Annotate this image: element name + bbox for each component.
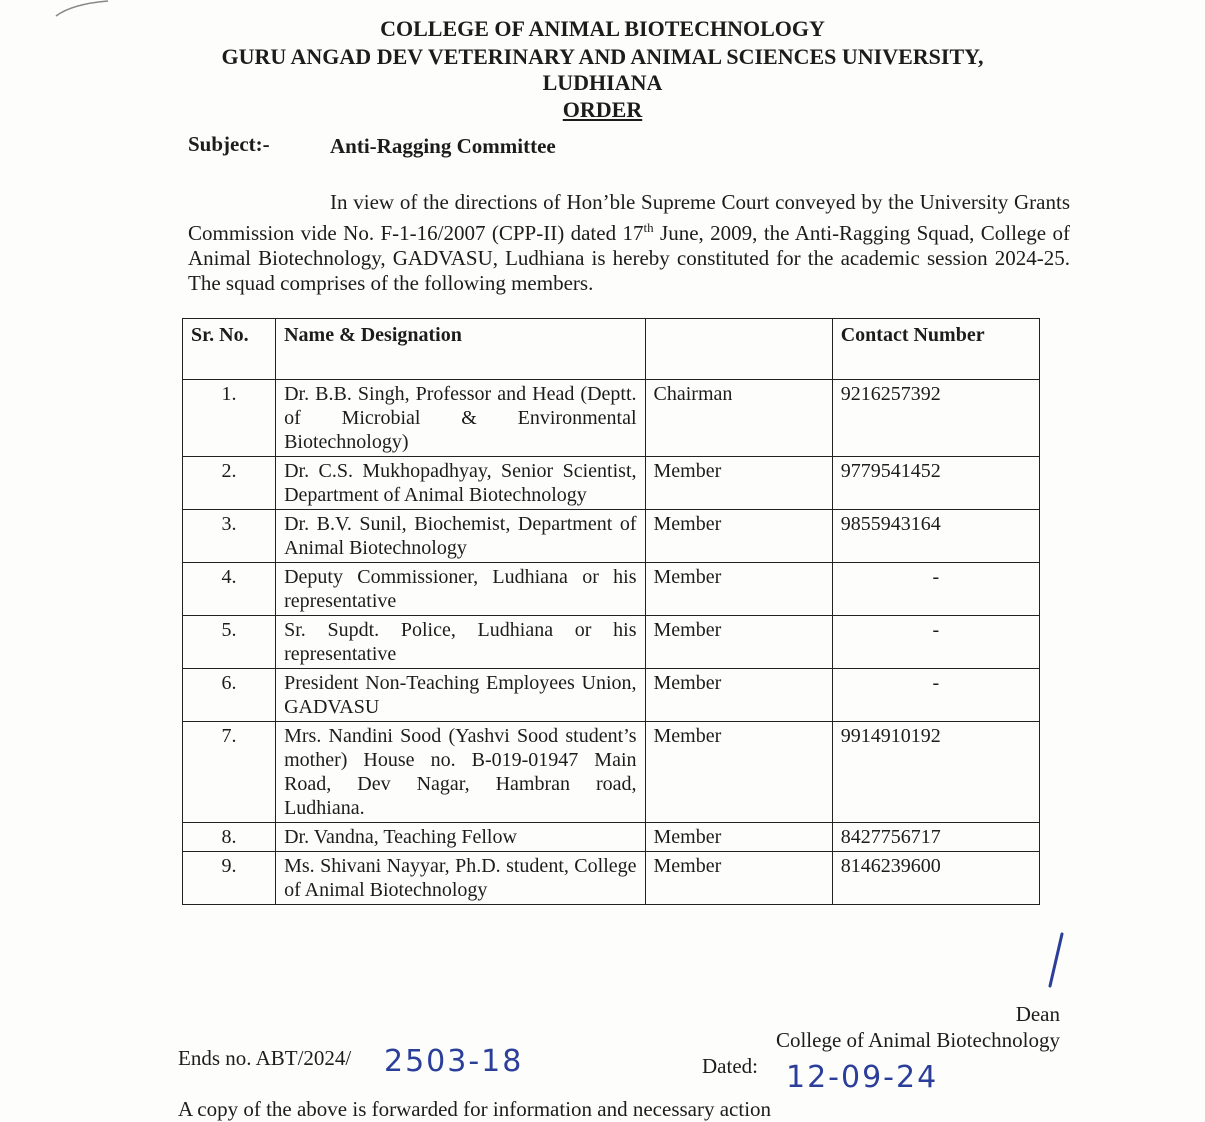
row-sr-no: 5. bbox=[183, 616, 276, 669]
document-title bbox=[0, 97, 1205, 123]
table-row bbox=[183, 616, 1040, 669]
subject-label: Subject:- bbox=[188, 132, 270, 156]
header-sr-no: Sr. No. bbox=[183, 319, 276, 380]
order-title: ORDER bbox=[562, 97, 643, 122]
dated-label: Dated: bbox=[702, 1054, 758, 1078]
row-role: Member bbox=[645, 722, 832, 823]
row-contact-number: - bbox=[832, 669, 1039, 722]
order-paragraph: In view of the directions of Hon’ble Supreme Court conveyed by the University Grants Commission vide No. F-1-16/2007 (CPP-II) dated 17th June, 2009, the Anti-Ragging Squad, College of Animal Biotechnology, GADVASU, Ludhiana is hereby constituted for the academic session 2024-25. The squad comprises of the following members. bbox=[188, 190, 1070, 295]
row-sr-no: 8. bbox=[183, 823, 276, 852]
row-name-designation: Sr. Supdt. Police, Ludhiana or his representative bbox=[276, 616, 645, 669]
row-contact-number: 9855943164 bbox=[832, 510, 1039, 563]
table-row bbox=[183, 510, 1040, 563]
header-role bbox=[645, 319, 832, 380]
row-sr-no: 6. bbox=[183, 669, 276, 722]
row-role: Member bbox=[645, 510, 832, 563]
row-sr-no: 9. bbox=[183, 852, 276, 905]
row-sr-no: 3. bbox=[183, 510, 276, 563]
table-row bbox=[183, 563, 1040, 616]
row-name-designation: President Non-Teaching Employees Union, GADVASU bbox=[276, 669, 645, 722]
date-handwritten: 12-09-24 bbox=[786, 1060, 939, 1095]
row-name-designation: Dr. B.B. Singh, Professor and Head (Deptt. of Microbial & Environmental Biotechnology) bbox=[276, 380, 645, 457]
row-contact-number: 9216257392 bbox=[832, 380, 1039, 457]
table-row bbox=[183, 852, 1040, 905]
header-name-designation: Name & Designation bbox=[276, 319, 645, 380]
table-row bbox=[183, 669, 1040, 722]
row-role: Member bbox=[645, 616, 832, 669]
row-name-designation: Dr. C.S. Mukhopadhyay, Senior Scientist, Department of Animal Biotechnology bbox=[276, 457, 645, 510]
endorsement-number-label: Ends no. ABT/2024/ bbox=[178, 1046, 352, 1070]
table-row bbox=[183, 380, 1040, 457]
row-contact-number: 8146239600 bbox=[832, 852, 1039, 905]
subject-text: Anti-Ragging Committee bbox=[330, 134, 556, 158]
signatory-title: Dean bbox=[1015, 1002, 1060, 1026]
row-contact-number: - bbox=[832, 616, 1039, 669]
row-role: Member bbox=[645, 563, 832, 616]
row-contact-number: 9779541452 bbox=[832, 457, 1039, 510]
table-header-row bbox=[183, 319, 1040, 380]
row-name-designation: Dr. B.V. Sunil, Biochemist, Department of Animal Biotechnology bbox=[276, 510, 645, 563]
row-sr-no: 1. bbox=[183, 380, 276, 457]
row-sr-no: 7. bbox=[183, 722, 276, 823]
table-row bbox=[183, 722, 1040, 823]
signatory-college: College of Animal Biotechnology bbox=[775, 1028, 1060, 1052]
row-role: Member bbox=[645, 669, 832, 722]
table-row bbox=[183, 823, 1040, 852]
row-role: Member bbox=[645, 823, 832, 852]
row-name-designation: Mrs. Nandini Sood (Yashvi Sood student’s mother) House no. B-019-01947 Main Road, Dev Nagar, Hambran road, Ludhiana. bbox=[276, 722, 645, 823]
row-name-designation: Deputy Commissioner, Ludhiana or his representative bbox=[276, 563, 645, 616]
row-name-designation: Ms. Shivani Nayyar, Ph.D. student, College of Animal Biotechnology bbox=[276, 852, 645, 905]
table-row bbox=[183, 457, 1040, 510]
copy-forward-line: A copy of the above is forwarded for information and necessary action bbox=[178, 1097, 772, 1121]
row-contact-number: 9914910192 bbox=[832, 722, 1039, 823]
row-name-designation: Dr. Vandna, Teaching Fellow bbox=[276, 823, 645, 852]
row-sr-no: 4. bbox=[183, 563, 276, 616]
row-sr-no: 2. bbox=[183, 457, 276, 510]
row-role: Member bbox=[645, 457, 832, 510]
university-name: GURU ANGAD DEV VETERINARY AND ANIMAL SCIENCES UNIVERSITY, bbox=[221, 44, 984, 69]
city-name: LUDHIANA bbox=[542, 70, 663, 95]
signature-stroke bbox=[1040, 932, 1070, 992]
row-contact-number: - bbox=[832, 563, 1039, 616]
college-name: COLLEGE OF ANIMAL BIOTECHNOLOGY bbox=[380, 16, 825, 41]
row-contact-number: 8427756717 bbox=[832, 823, 1039, 852]
endorsement-number-handwritten: 2503-18 bbox=[384, 1044, 524, 1079]
row-role: Chairman bbox=[645, 380, 832, 457]
squad-table bbox=[182, 318, 1040, 905]
row-role: Member bbox=[645, 852, 832, 905]
header-contact-number: Contact Number bbox=[832, 319, 1039, 380]
